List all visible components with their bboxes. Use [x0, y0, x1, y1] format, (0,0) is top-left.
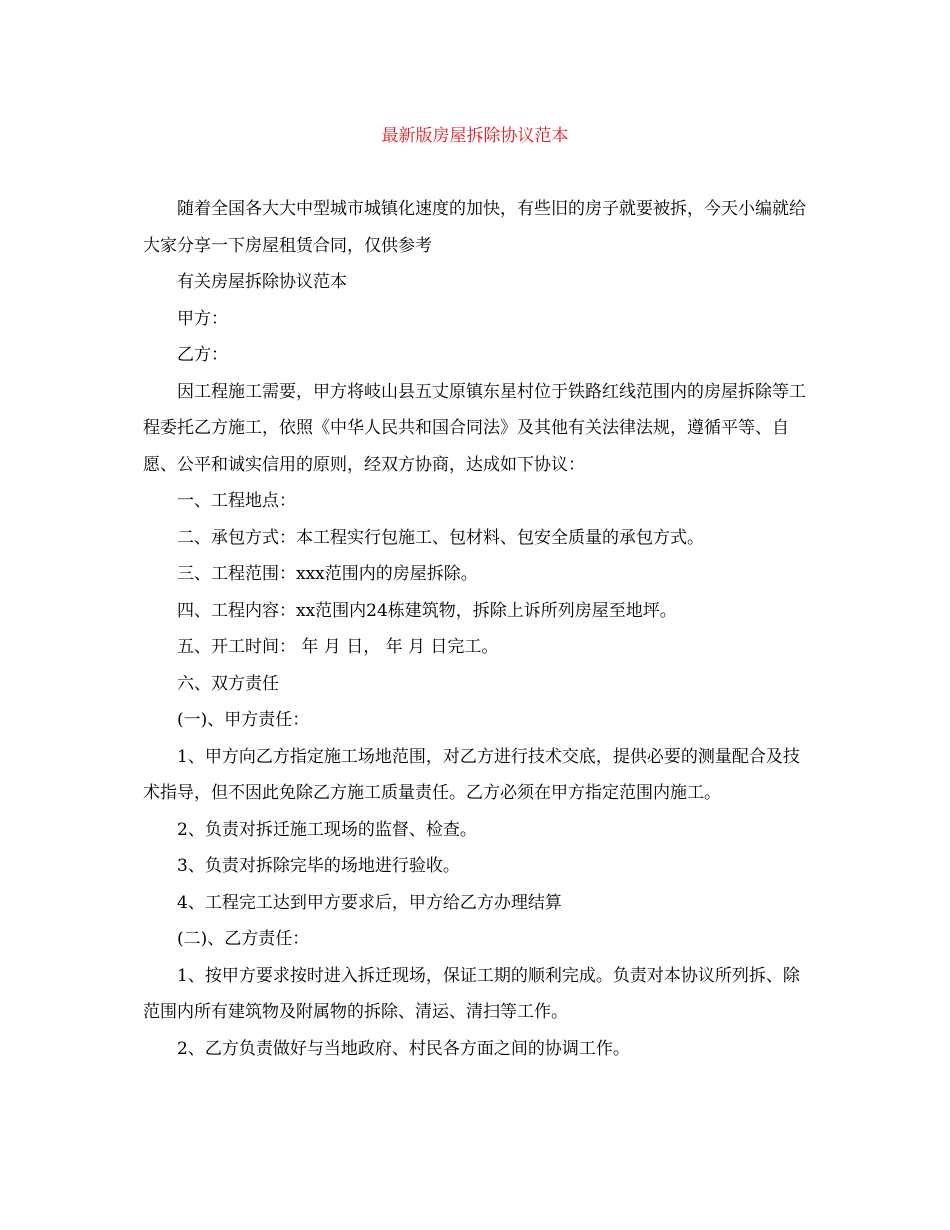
clause-5: 五、开工时间： 年 月 日， 年 月 日完工。 [177, 637, 499, 657]
document-title: 最新版房屋拆除协议范本 [381, 126, 569, 146]
party-b-duty-1: 1、按甲方要求按时进入拆迁现场，保证工期的顺利完成。负责对本协议所列拆、除范围内所有建筑物及附属物的拆除、清运、清扫等工作。 [143, 965, 800, 1022]
party-a-line: 甲方： [177, 308, 228, 329]
clause-1: 一、工程地点： [177, 491, 296, 511]
party-b-duty-2: 2、乙方负责做好与当地政府、村民各方面之间的协调工作。 [177, 1038, 630, 1059]
subtitle-paragraph: 有关房屋拆除协议范本 [177, 272, 347, 292]
party-b-duties-heading: (二)、乙方责任： [177, 929, 310, 949]
party-a-duty-3: 3、负责对拆除完毕的场地进行验收。 [177, 856, 460, 876]
clause-3: 三、工程范围：xxx范围内的房屋拆除。 [177, 564, 478, 584]
clause-6: 六、双方责任 [177, 673, 279, 694]
intro-paragraph: 随着全国各大大中型城市城镇化速度的加快，有些旧的房子就要被拆，今天小编就给大家分享一下房屋租赁合同，仅供参考 [143, 199, 806, 256]
party-a-duties-heading: (一)、甲方责任： [177, 710, 310, 730]
clause-4: 四、工程内容：xx范围内24栋建筑物，拆除上诉所列房屋至地坪。 [177, 600, 677, 621]
party-a-duty-1: 1、甲方向乙方指定施工场地范围，对乙方进行技术交底，提供必要的测量配合及技术指导，但不因此免除乙方施工质量责任。乙方必须在甲方指定范围内施工。 [143, 746, 800, 803]
preamble-paragraph: 因工程施工需要，甲方将岐山县五丈原镇东星村位于铁路红线范围内的房屋拆除等工程委托乙方施工，依照《中华人民共和国合同法》及其他有关法律法规，遵循平等、自愿、公平和诚实信用的原则，经双方协商，达成如下协议： [143, 381, 806, 475]
party-a-duty-2: 2、负责对拆迁施工现场的监督、检查。 [177, 819, 477, 840]
party-b-line: 乙方： [177, 345, 228, 365]
party-a-duty-4: 4、工程完工达到甲方要求后，甲方给乙方办理结算 [177, 892, 562, 913]
document-body [143, 191, 813, 1067]
clause-2: 二、承包方式：本工程实行包施工、包材料、包安全质量的承包方式。 [177, 527, 704, 548]
